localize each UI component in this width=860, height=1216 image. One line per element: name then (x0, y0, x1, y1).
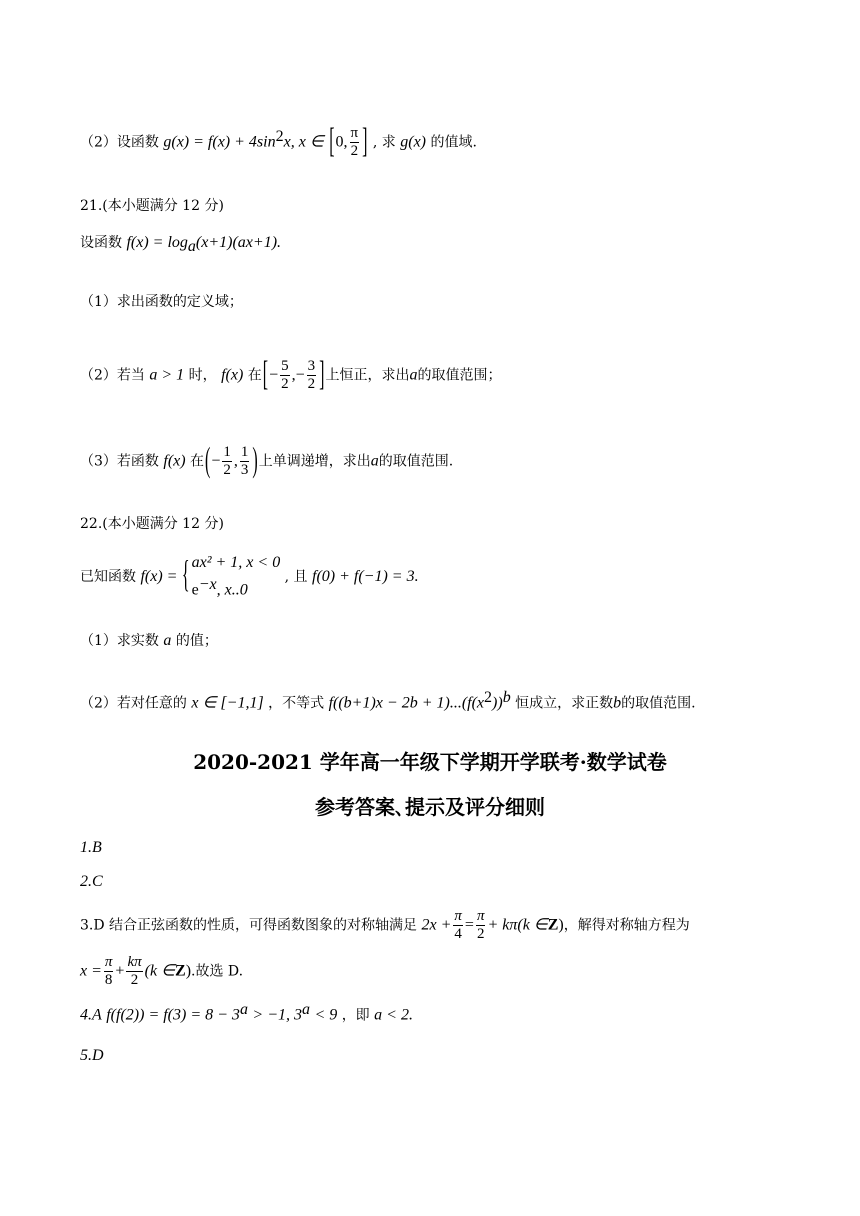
a3-frac-pi8 (104, 954, 114, 989)
q22-p2-c: ，不等式 (268, 695, 325, 712)
q21-p3-c: 在 (190, 453, 205, 470)
q20-left-bracket: [ (329, 122, 335, 161)
q20-part2-prefix: （2）设函数 (80, 134, 159, 151)
answer-5 (80, 1046, 104, 1066)
q21-p3-frac2 (240, 444, 250, 479)
a3-k: Z (175, 962, 186, 980)
a3-i: + (115, 962, 125, 980)
q21-p2-frac1-num: 5 (281, 358, 289, 374)
answer-4 (80, 1000, 413, 1026)
q21-p2-frac2-num: 3 (307, 358, 316, 374)
q22-p2-supb: b (502, 689, 511, 706)
a3-frac-pi4 (453, 908, 463, 943)
q21-p2-h: 的取值范围； (417, 367, 502, 384)
q22-p2-a: （2）若对任意的 (80, 695, 187, 712)
q20-part2-formula-b: x, x ∈ (283, 133, 324, 151)
q21-p3-right-paren: ) (252, 441, 258, 480)
q21-p2-comma: ,− (291, 366, 305, 384)
q22-heading: 22.(本小题满分 12 分) (80, 516, 224, 532)
answers-title: 2020-2021 学年高一年级下学期开学联考·数学试卷 (193, 750, 667, 774)
q22-p1-b: a (163, 632, 172, 649)
q21-stem-c: (x+1)(ax+1). (195, 234, 282, 251)
q21-p3-f: 的取值范围. (378, 453, 454, 470)
q22-p2-d: f((b+1)x − 2b + 1)...(f(x (328, 694, 485, 712)
a3-frac-pi2-num: π (476, 908, 485, 924)
q22-p1-c: 的值； (175, 633, 218, 649)
q21-p3-frac2-num: 1 (240, 444, 249, 460)
q21-heading: 21.(本小题满分 12 分) (80, 198, 224, 214)
a3-d: + kπ(k ∈ (487, 916, 548, 934)
q22-p2-e: )) (492, 694, 503, 712)
a4-a: 4.A (80, 1006, 102, 1024)
a3-b: 2x + (421, 916, 452, 934)
a3-j: (k ∈ (144, 962, 176, 980)
q21-p2-left-bracket: [ (262, 355, 269, 394)
a3-frac-pi8-den: 8 (104, 972, 113, 988)
a3-frac-kpi2 (126, 954, 142, 989)
a3-frac-pi2 (476, 908, 486, 943)
answers-subtitle: 参考答案､提示及评分细则 (315, 795, 545, 819)
q21-part1: （1）求出函数的定义域； (80, 294, 243, 310)
q22-p2-h: 的取值范围. (621, 695, 696, 712)
q20-suffix-a: , 求 (372, 134, 396, 151)
q21-part3 (80, 441, 454, 480)
q21-p3-e: a (370, 452, 379, 470)
q21-p3-frac1 (222, 444, 232, 479)
answer-1 (80, 838, 102, 858)
a3-m: .故选 D. (191, 963, 244, 980)
q20-right-bracket: ] (362, 122, 368, 161)
answer-1-text: 1.B (80, 839, 102, 856)
q21-p3-d: 上单调递增，求出 (258, 453, 371, 470)
q21-p2-frac1 (280, 358, 290, 393)
q20-zero: 0, (335, 133, 348, 151)
q21-part2 (80, 355, 502, 394)
a3-frac-pi8-num: π (104, 954, 113, 970)
q21-p2-c: 时， (188, 367, 217, 384)
answer-2-text: 2.C (80, 873, 103, 890)
answer-3-line2 (80, 954, 243, 989)
q20-frac-num: π (350, 125, 359, 141)
q22-p2-f: 恒成立，求正数 (515, 695, 614, 712)
q22-stem-c: , 且 (284, 568, 308, 585)
q21-p2-f: 上恒正，求出 (325, 367, 410, 384)
q21-p2-frac2 (307, 358, 317, 393)
q22-p2-sup2: 2 (484, 689, 493, 706)
q22-brace: { (181, 555, 190, 597)
q20-suffix-b: g(x) (400, 133, 427, 151)
q22-stem (80, 552, 419, 602)
q20-fraction (350, 125, 360, 160)
q22-case2-exp: −x (198, 576, 217, 593)
q20-frac-den: 2 (350, 143, 359, 159)
a3-f: ) (558, 916, 564, 934)
q22-part2 (80, 688, 696, 714)
q21-p2-b: a > 1 (149, 366, 185, 384)
a3-g: ，解得对称轴方程为 (563, 917, 690, 934)
a3-frac-pi2-den: 2 (476, 926, 485, 942)
a3-frac-pi4-num: π (454, 908, 462, 924)
q21-p3-frac1-den: 2 (223, 462, 231, 478)
q21-p3-a: （3）若函数 (80, 453, 159, 470)
q21-stem-b: f(x) = log (126, 234, 188, 251)
q22-cases (192, 552, 281, 602)
q22-stem-a: 已知函数 (80, 568, 136, 585)
answer-2 (80, 872, 103, 892)
q21-p2-frac2-den: 2 (307, 376, 316, 392)
q21-p3-frac1-num: 1 (223, 444, 231, 460)
a4-e: ，即 (341, 1007, 370, 1024)
a3-frac-kpi2-den: 2 (130, 972, 139, 988)
a3-c: = (464, 916, 474, 934)
q22-part1 (80, 631, 218, 651)
a4-sup2: a (301, 1001, 310, 1018)
q22-case2 (192, 574, 281, 602)
answer-5-text: 5.D (80, 1047, 104, 1064)
a3-l: ) (185, 962, 192, 980)
q21-p3-frac2-den: 3 (240, 462, 249, 478)
q21-p2-minus1: − (269, 366, 279, 384)
q20-part2-formula-a: g(x) = f(x) + 4sin (163, 133, 276, 151)
q22-case1: ax² + 1, x < 0 (191, 554, 281, 571)
a4-sup1: a (239, 1001, 248, 1018)
a4-c: > −1, 3 (252, 1006, 302, 1024)
q21-p2-frac1-den: 2 (281, 376, 289, 392)
q21-p2-right-bracket: ] (319, 355, 325, 394)
q22-p1-a: （1）求实数 (80, 633, 159, 649)
q22-p2-g: b (613, 694, 622, 712)
q21-p3-b: f(x) (163, 452, 186, 470)
q21-p2-e: 在 (247, 367, 262, 384)
q21-p3-minus: − (211, 452, 221, 470)
q21-p3-comma: , (233, 452, 238, 470)
q21-p2-g: a (409, 366, 418, 384)
q21-stem-a: 设函数 (80, 235, 122, 251)
q21-p3-left-paren: ( (205, 441, 211, 480)
q21-log-base: a (187, 237, 196, 255)
a4-d: < 9 (314, 1006, 338, 1024)
a3-h: x = (80, 962, 102, 980)
a3-frac-pi4-den: 4 (454, 926, 462, 942)
a3-frac-kpi2-num: kπ (127, 954, 142, 970)
a4-b: f(f(2)) = f(3) = 8 − 3 (106, 1006, 240, 1024)
a3-a: 3.D 结合正弦函数的性质，可得函数图象的对称轴满足 (80, 917, 418, 934)
q21-stem (80, 233, 281, 257)
answer-3-line1 (80, 908, 690, 943)
q22-p2-b: x ∈ [−1,1] (191, 694, 264, 712)
q20-part2-sup: 2 (275, 127, 284, 145)
q22-case2-e: e (191, 581, 199, 599)
q22-stem-d: f(0) + f(−1) = 3. (312, 567, 419, 585)
q22-case2-rest: , x..0 (216, 581, 248, 599)
a4-f: a < 2. (374, 1006, 413, 1024)
a3-e: Z (547, 916, 559, 934)
q21-p2-a: （2）若当 (80, 367, 145, 384)
q20-suffix-c: 的值域. (430, 134, 477, 151)
q20-part2 (80, 122, 477, 161)
q21-p2-d: f(x) (221, 366, 244, 384)
q22-stem-b: f(x) = (140, 567, 178, 585)
